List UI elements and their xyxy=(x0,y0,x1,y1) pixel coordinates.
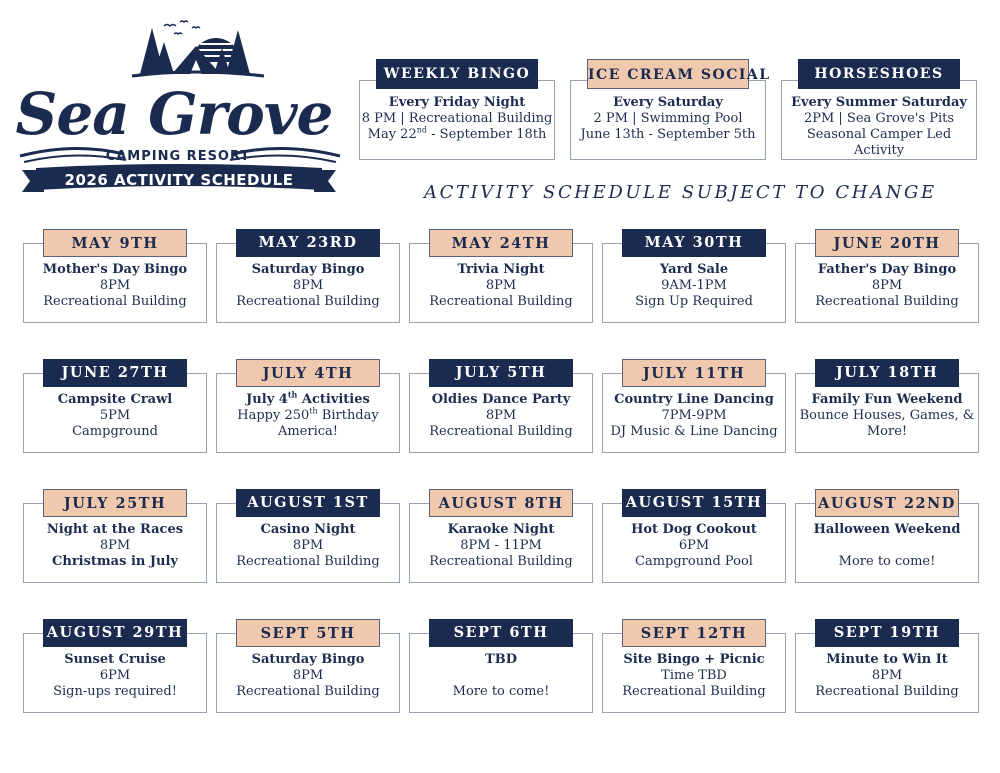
event-card xyxy=(795,235,979,323)
text-part: Trivia Night xyxy=(457,262,545,277)
text-part: TBD xyxy=(485,652,517,667)
event-title xyxy=(796,652,978,668)
schedule-notice: ACTIVITY SCHEDULE SUBJECT TO CHANGE xyxy=(424,182,937,203)
text-part: Bounce Houses, Games, & xyxy=(799,408,975,423)
event-date-banner: JUNE 20TH xyxy=(815,229,959,257)
event-title xyxy=(410,262,592,278)
text-part: 5PM xyxy=(99,408,131,423)
text-part: 8PM xyxy=(871,668,903,683)
logo-schedule-banner: 2026 ACTIVITY SCHEDULE xyxy=(64,171,294,189)
event-card xyxy=(795,364,979,453)
event-time xyxy=(217,668,399,684)
event-details xyxy=(603,652,785,700)
text-part: Happy 250 xyxy=(237,408,310,423)
event-location: Christmas in July xyxy=(52,554,178,569)
event-card xyxy=(23,364,207,453)
event-details xyxy=(796,262,978,310)
event-title xyxy=(24,652,206,668)
event-title xyxy=(410,392,592,408)
event-title xyxy=(796,392,978,408)
text-part: 8PM xyxy=(292,538,324,553)
event-title xyxy=(24,522,206,538)
event-details xyxy=(410,522,592,570)
text-part: Mother's Day Bingo xyxy=(42,262,188,277)
text-part: Minute to Win It xyxy=(826,652,948,667)
featured-event-details xyxy=(360,95,554,143)
event-title xyxy=(24,392,206,408)
event-title xyxy=(603,522,785,538)
event-location: Campground Pool xyxy=(635,554,753,569)
featured-event-time-place: 8 PM | Recreational Building xyxy=(361,111,553,126)
event-date-banner: AUGUST 15TH xyxy=(622,489,766,517)
event-card xyxy=(795,495,979,583)
text-part: July 4 xyxy=(246,392,288,407)
text-part: 7PM-9PM xyxy=(661,408,727,423)
text-part: Site Bingo + Picnic xyxy=(623,652,765,667)
text-part: 8PM xyxy=(871,278,903,293)
text-part: Hot Dog Cookout xyxy=(631,522,757,537)
event-date-banner: SEPT 12TH xyxy=(622,619,766,647)
text-part: Activities xyxy=(297,392,370,407)
event-date-banner: AUGUST 8TH xyxy=(429,489,573,517)
event-details xyxy=(796,652,978,700)
event-details xyxy=(217,262,399,310)
event-card xyxy=(409,495,593,583)
text-part: Oldies Dance Party xyxy=(431,392,571,407)
text-part: Saturday Bingo xyxy=(251,652,365,667)
event-date-banner: MAY 24TH xyxy=(429,229,573,257)
event-location: Sign-ups required! xyxy=(53,684,177,699)
text-part: Time TBD xyxy=(661,668,727,683)
text-part: Birthday xyxy=(317,408,379,423)
event-details xyxy=(603,522,785,570)
text-part: Family Fun Weekend xyxy=(811,392,963,407)
event-card xyxy=(602,234,786,323)
event-time xyxy=(410,408,592,424)
event-location: America! xyxy=(277,424,339,439)
event-location: Recreational Building xyxy=(429,424,573,439)
event-card xyxy=(23,495,207,583)
featured-event-time-place: 2 PM | Swimming Pool xyxy=(593,111,743,126)
event-card xyxy=(216,365,400,453)
text-part: - September 18th xyxy=(427,127,547,142)
text-part: 6PM xyxy=(678,538,710,553)
event-date-banner: JULY 5TH xyxy=(429,359,573,387)
event-details xyxy=(24,392,206,440)
featured-event-date-range xyxy=(360,127,554,143)
text-part: Father's Day Bingo xyxy=(817,262,957,277)
text-part: 8PM xyxy=(99,538,131,553)
event-details xyxy=(410,392,592,440)
featured-event-card xyxy=(781,66,977,160)
text-part: May 22 xyxy=(367,127,417,142)
event-card xyxy=(602,365,786,453)
event-title xyxy=(217,262,399,278)
event-location: Recreational Building xyxy=(236,684,380,699)
event-card xyxy=(216,625,400,713)
text-part: 8PM xyxy=(99,278,131,293)
event-date-banner: JULY 25TH xyxy=(43,489,187,517)
event-date-banner: AUGUST 1ST xyxy=(236,489,380,517)
event-title xyxy=(410,522,592,538)
event-title xyxy=(603,392,785,408)
event-time xyxy=(24,408,206,424)
featured-event-card xyxy=(359,66,555,160)
event-time xyxy=(603,668,785,684)
featured-event-date-range xyxy=(571,127,765,143)
event-time xyxy=(410,668,592,684)
featured-event-title: ICE CREAM SOCIAL xyxy=(587,59,749,89)
event-location: Recreational Building xyxy=(43,294,187,309)
text-part: Halloween Weekend xyxy=(813,522,961,537)
event-location: More to come! xyxy=(838,554,936,569)
text-part: Sunset Cruise xyxy=(64,652,166,667)
event-date-banner: AUGUST 22ND xyxy=(815,489,959,517)
text-part: June 13th - September 5th xyxy=(580,127,756,142)
event-title xyxy=(217,389,399,408)
text-part: 6PM xyxy=(99,668,131,683)
text-part: Casino Night xyxy=(260,522,356,537)
event-details xyxy=(410,652,592,700)
text-part: Night at the Races xyxy=(46,522,184,537)
event-title xyxy=(217,522,399,538)
event-location: Recreational Building xyxy=(429,294,573,309)
event-time xyxy=(217,538,399,554)
event-card xyxy=(602,625,786,713)
text-part: 8PM - 11PM xyxy=(460,538,542,553)
event-time xyxy=(24,538,206,554)
event-location: Sign Up Required xyxy=(635,294,753,309)
event-date-banner: AUGUST 29TH xyxy=(43,619,187,647)
event-details xyxy=(217,389,399,440)
text-part: 8PM xyxy=(485,278,517,293)
event-date-banner: JULY 11TH xyxy=(622,359,766,387)
text-part: Country Line Dancing xyxy=(614,392,774,407)
event-date-banner: SEPT 19TH xyxy=(815,619,959,647)
event-date-banner: SEPT 5TH xyxy=(236,619,380,647)
event-location: Recreational Building xyxy=(236,294,380,309)
event-location: Recreational Building xyxy=(815,684,959,699)
event-date-banner: JULY 4TH xyxy=(236,359,380,387)
event-card xyxy=(602,494,786,583)
birds-icon xyxy=(164,21,200,34)
event-details xyxy=(796,392,978,440)
event-details xyxy=(603,392,785,440)
featured-event-details xyxy=(571,95,765,143)
event-time xyxy=(796,538,978,554)
featured-event-frequency: Every Summer Saturday xyxy=(791,95,967,110)
featured-event-title: HORSESHOES xyxy=(798,59,960,89)
event-title xyxy=(603,652,785,668)
text-part: Seasonal Camper Led Activity xyxy=(806,127,952,158)
featured-event-details xyxy=(782,95,976,159)
event-date-banner: MAY 23RD xyxy=(236,229,380,257)
superscript: th xyxy=(287,389,298,400)
event-location: Recreational Building xyxy=(815,294,959,309)
event-time xyxy=(410,538,592,554)
event-details xyxy=(24,522,206,570)
event-date-banner: JUNE 27TH xyxy=(43,359,187,387)
event-title xyxy=(796,262,978,278)
event-time xyxy=(796,668,978,684)
text-part: Yard Sale xyxy=(659,262,729,277)
event-date-banner: MAY 30TH xyxy=(622,229,766,257)
event-location: DJ Music & Line Dancing xyxy=(610,424,778,439)
event-location: More! xyxy=(866,424,908,439)
event-time xyxy=(24,668,206,684)
event-details xyxy=(24,262,206,310)
text-part: Campsite Crawl xyxy=(57,392,173,407)
event-location: More to come! xyxy=(452,684,550,699)
logo-tagline: CAMPING RESORT xyxy=(105,149,251,164)
event-time xyxy=(603,538,785,554)
logo-brand: Sea Grove xyxy=(15,80,333,148)
event-location: Campground xyxy=(72,424,158,439)
featured-event-frequency: Every Saturday xyxy=(613,95,723,110)
event-location: Recreational Building xyxy=(236,554,380,569)
superscript: nd xyxy=(416,125,428,135)
event-location: Recreational Building xyxy=(429,554,573,569)
event-time xyxy=(796,278,978,294)
event-details xyxy=(24,652,206,700)
event-card xyxy=(216,234,400,323)
text-part: 8PM xyxy=(292,278,324,293)
event-details xyxy=(217,652,399,700)
featured-event-frequency: Every Friday Night xyxy=(388,95,526,110)
text-part: 8PM xyxy=(292,668,324,683)
event-title xyxy=(217,652,399,668)
event-date-banner: MAY 9TH xyxy=(43,229,187,257)
event-details xyxy=(796,522,978,570)
event-card xyxy=(23,624,207,713)
text-part: Saturday Bingo xyxy=(251,262,365,277)
event-date-banner: SEPT 6TH xyxy=(429,619,573,647)
event-title xyxy=(24,262,206,278)
featured-event-title: WEEKLY BINGO xyxy=(376,59,538,89)
event-title xyxy=(603,262,785,278)
event-time xyxy=(603,278,785,294)
event-details xyxy=(603,262,785,310)
event-time xyxy=(24,278,206,294)
featured-event-card xyxy=(570,67,771,160)
event-card xyxy=(409,624,593,713)
sea-grove-logo xyxy=(14,16,344,196)
event-title xyxy=(410,652,592,668)
event-date-banner: JULY 18TH xyxy=(815,359,959,387)
event-card xyxy=(409,364,593,453)
event-card xyxy=(795,624,979,713)
event-time xyxy=(217,278,399,294)
event-time xyxy=(603,408,785,424)
text-part: 9AM-1PM xyxy=(661,278,727,293)
event-card xyxy=(23,235,207,323)
text-part: 8PM xyxy=(485,408,517,423)
featured-event-date-range xyxy=(782,127,976,159)
event-location: Recreational Building xyxy=(622,684,766,699)
event-time xyxy=(410,278,592,294)
event-title xyxy=(796,522,978,538)
event-card xyxy=(409,235,593,323)
featured-event-time-place: 2PM | Sea Grove's Pits xyxy=(803,111,955,126)
text-part: Karaoke Night xyxy=(447,522,555,537)
event-time xyxy=(217,408,399,424)
event-time xyxy=(796,408,978,424)
superscript: th xyxy=(309,406,318,416)
event-card xyxy=(216,494,400,583)
event-details xyxy=(217,522,399,570)
event-details xyxy=(410,262,592,310)
